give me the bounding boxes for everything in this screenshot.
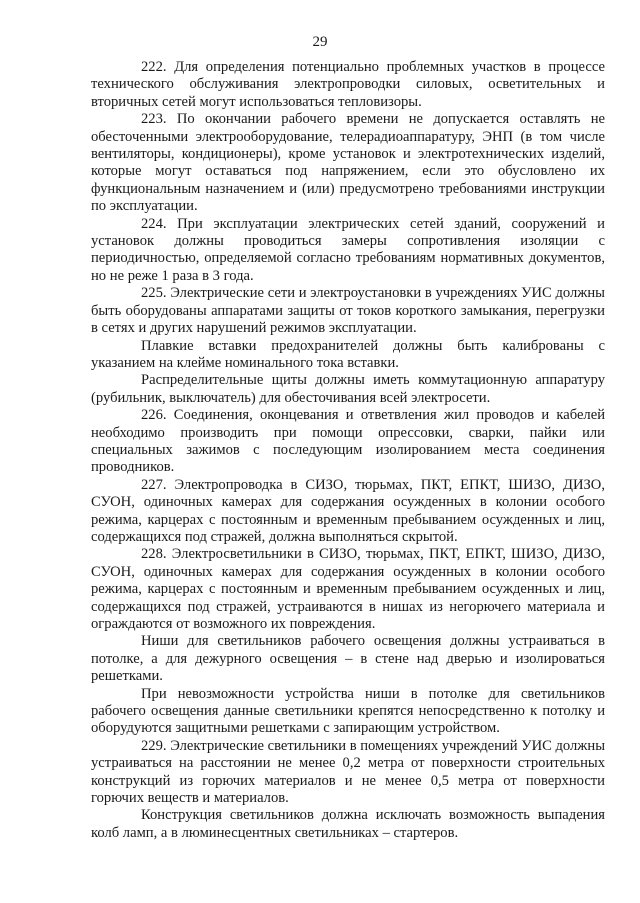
paragraph-227: 227. Электропроводка в СИЗО, тюрьмах, ПКТ, ЕПКТ, ШИЗО, ДИЗО, СУОН, одиночных камерах для содержания осужденных в колонии особого режима, карцерах с постоянным и временным пребыванием осужденных и лиц, содержащихся под стражей, должна выполняться скрытой. [91,476,605,545]
paragraph-228-niches: Ниши для светильников рабочего освещения должны устраиваться в потолке, а для дежурного освещения – в стене над дверью и изолироваться решетками. [91,633,605,685]
paragraph-228-ceiling: При невозможности устройства ниши в потолке для светильников рабочего освещения данные светильники крепятся непосредственно к потолку и оборудуются защитными решетками с запирающим устройством. [91,685,605,737]
document-body [91,59,605,842]
paragraph-229: 229. Электрические светильники в помещениях учреждений УИС должны устраиваться на расстоянии не менее 0,2 метра от поверхности строительных конструкций из горючих материалов и не менее 0,5 метра от поверхности горючих веществ и материалов. [91,737,605,807]
paragraph-225-fuses: Плавкие вставки предохранителей должны быть калиброваны с указанием на клейме номинального тока вставки. [91,337,605,371]
paragraph-222: 222. Для определения потенциально проблемных участков в процессе технического обслуживания электропроводки силовых, осветительных и вторичных сетей могут использоваться тепловизоры. [91,59,605,110]
paragraph-229-design: Конструкция светильников должна исключать возможность выпадения колб ламп, а в люминесцентных светильниках – стартеров. [91,807,605,841]
paragraph-224: 224. При эксплуатации электрических сетей зданий, сооружений и установок должны проводиться замеры сопротивления изоляции с периодичностью, определяемой согласно требованиям нормативных документов, но не реже 1 раза в 3 года. [91,215,605,284]
page-number: 29 [312,34,328,50]
paragraph-228: 228. Электросветильники в СИЗО, тюрьмах, ПКТ, ЕПКТ, ШИЗО, ДИЗО, СУОН, одиночных камерах для содержания осужденных в колонии особого режима, карцерах с постоянным и временным пребыванием осужденных и лиц, содержащихся под стражей, устраиваются в нишах из негорючего материала и ограждаются от возможного их повреждения. [91,546,605,632]
paragraph-225-switchboards: Распределительные щиты должны иметь коммутационную аппаратуру (рубильник, выключатель) для обесточивания всей электросети. [91,372,605,406]
paragraph-226: 226. Соединения, оконцевания и ответвления жил проводов и кабелей необходимо производить при помощи опрессовки, сварки, пайки или специальных зажимов с последующим изолированием места соединения проводников. [91,407,605,476]
paragraph-223: 223. По окончании рабочего времени не допускается оставлять не обесточенными электрооборудование, телерадиоаппаратуру, ЭНП (в том числе вентиляторы, кондиционеры), кроме установок и электротехнических изделий, которые могут оставаться под напряжением, если это обусловлено их функциональным назначением и (или) предусмотрено требованиями инструкции по эксплуатации. [91,111,605,215]
paragraph-225: 225. Электрические сети и электроустановки в учреждениях УИС должны быть оборудованы аппаратами защиты от токов короткого замыкания, перегрузки в сетях и других нарушений режимов эксплуатации. [91,285,605,337]
